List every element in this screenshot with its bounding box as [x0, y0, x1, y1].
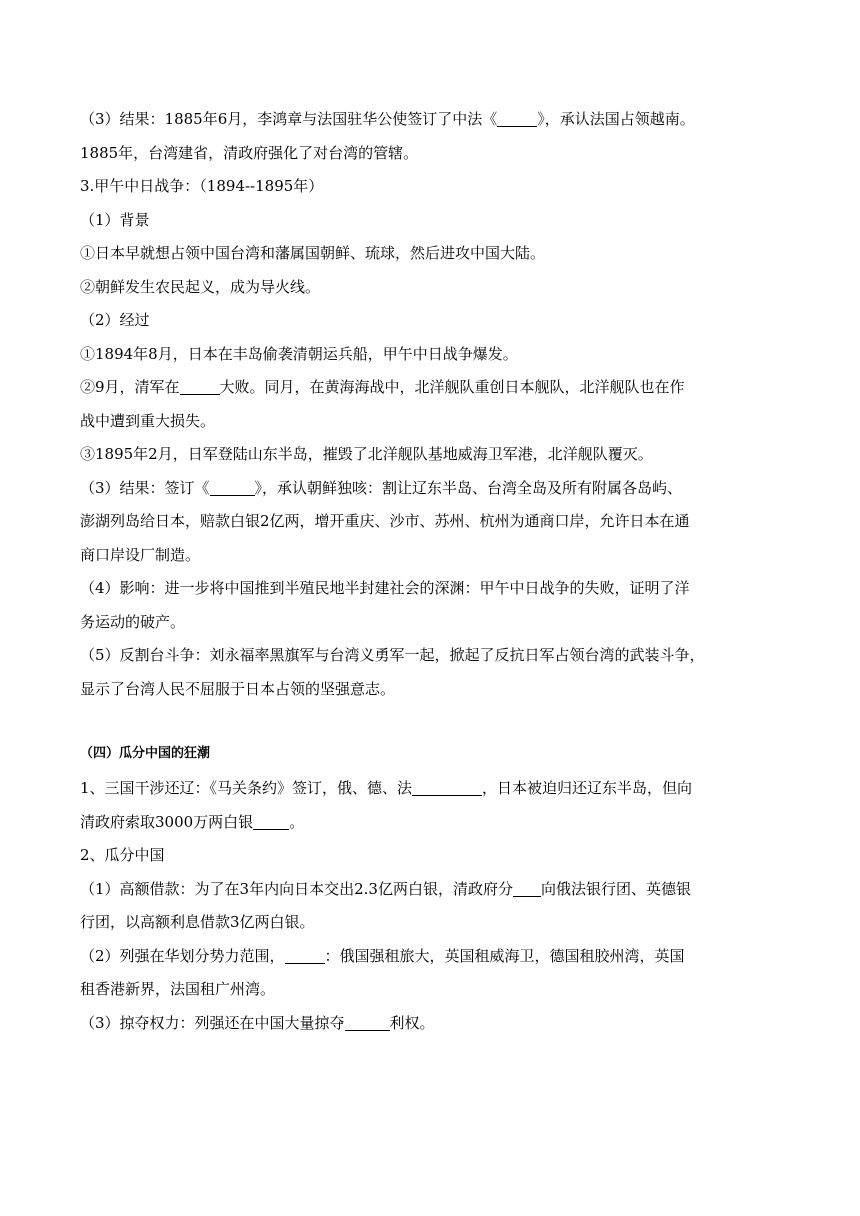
text-line: ③1895年2月，日军登陆山东半岛，摧毁了北洋舰队基地威海卫军港，北洋舰队覆灭。: [80, 445, 653, 463]
text-line: 显示了台湾人民不屈服于日本占领的坚强意志。: [80, 679, 396, 698]
text-line: （4）影响：进一步将中国推到半殖民地半封建社会的深渊：甲午中日战争的失败，证明了洋: [80, 579, 690, 597]
text-line: 务运动的破产。: [80, 612, 186, 631]
text-line: 租香港新界，法国租广州湾。: [80, 980, 276, 998]
text-line: （3）结果：1885年6月，李鸿章与法国驻华公使签订了中法《 》，承认法国占领越南。: [80, 110, 695, 128]
fill-blank[interactable]: [412, 779, 482, 796]
fill-blank[interactable]: [253, 813, 289, 830]
text-line: ①1894年8月，日本在丰岛偷袭清朝运兵船，甲午中日战争爆发。: [80, 344, 518, 363]
text-line: 1885年，台湾建省，清政府强化了对台湾的管辖。: [80, 143, 419, 162]
text-line: ①日本早就想占领中国台湾和藩属国朝鲜、琉球，然后进攻中国大陆。: [80, 244, 546, 262]
text-line: （3）结果：签订《 》，承认朝鲜独咳：割让辽东半岛、台湾全岛及所有附属各岛屿、: [80, 478, 683, 497]
text-line: 2、瓜分中国: [80, 846, 165, 864]
text-line: 商口岸设厂制造。: [80, 545, 201, 564]
fill-blank[interactable]: [513, 880, 541, 897]
text-line: （2）经过: [80, 311, 150, 329]
fill-blank[interactable]: [345, 1014, 390, 1031]
text-line: 1、三国干涉还辽：《马关条约》签订，俄、德、法 ，日本被迫归还辽东半岛，但向: [80, 779, 693, 797]
text-line: （5）反割台斗争：刘永福率黑旗军与台湾义勇军一起，掀起了反抗日军占领台湾的武装斗争，: [80, 646, 705, 664]
text-line: 战中遭到重大损失。: [80, 411, 216, 430]
text-line: （3）掠夺权力：列强还在中国大量掠夺 利权。: [80, 1013, 435, 1032]
fill-blank[interactable]: [497, 110, 537, 127]
text-line: 行团，以高额利息借款3亿两白银。: [80, 913, 315, 931]
text-line: ②9月，清军在 大败。同月，在黄海海战中，北洋舰队重创日本舰队，北洋舰队也在作: [80, 378, 685, 396]
text-line: （1）高额借款：为了在3年内向日本交出2.3亿两白银，清政府分 向俄法银行团、英德银: [80, 879, 691, 898]
fill-blank[interactable]: [180, 378, 220, 395]
text-line: （1）背景: [80, 210, 150, 229]
fill-blank[interactable]: [285, 947, 325, 964]
text-line: 澎湖列岛给日本，赔款白银2亿两，增开重庆、沙市、苏州、杭州为通商口岸，允许日本在通: [80, 512, 690, 530]
section-heading: （四）瓜分中国的狂潮: [80, 746, 211, 761]
section-heading: 3.甲午中日战争：（1894--1895年）: [80, 177, 324, 195]
text-line: ②朝鲜发生农民起义，成为导火线。: [80, 277, 321, 296]
text-line: 清政府索取3000万两白银 。: [80, 812, 305, 831]
spacer: [80, 706, 780, 736]
text-line: （2）列强在华划分势力范围， ：俄国强租旅大，英国租威海卫，德国租胶州湾，英国: [80, 946, 685, 965]
fill-blank[interactable]: [210, 479, 255, 496]
document-page: [80, 103, 780, 1040]
